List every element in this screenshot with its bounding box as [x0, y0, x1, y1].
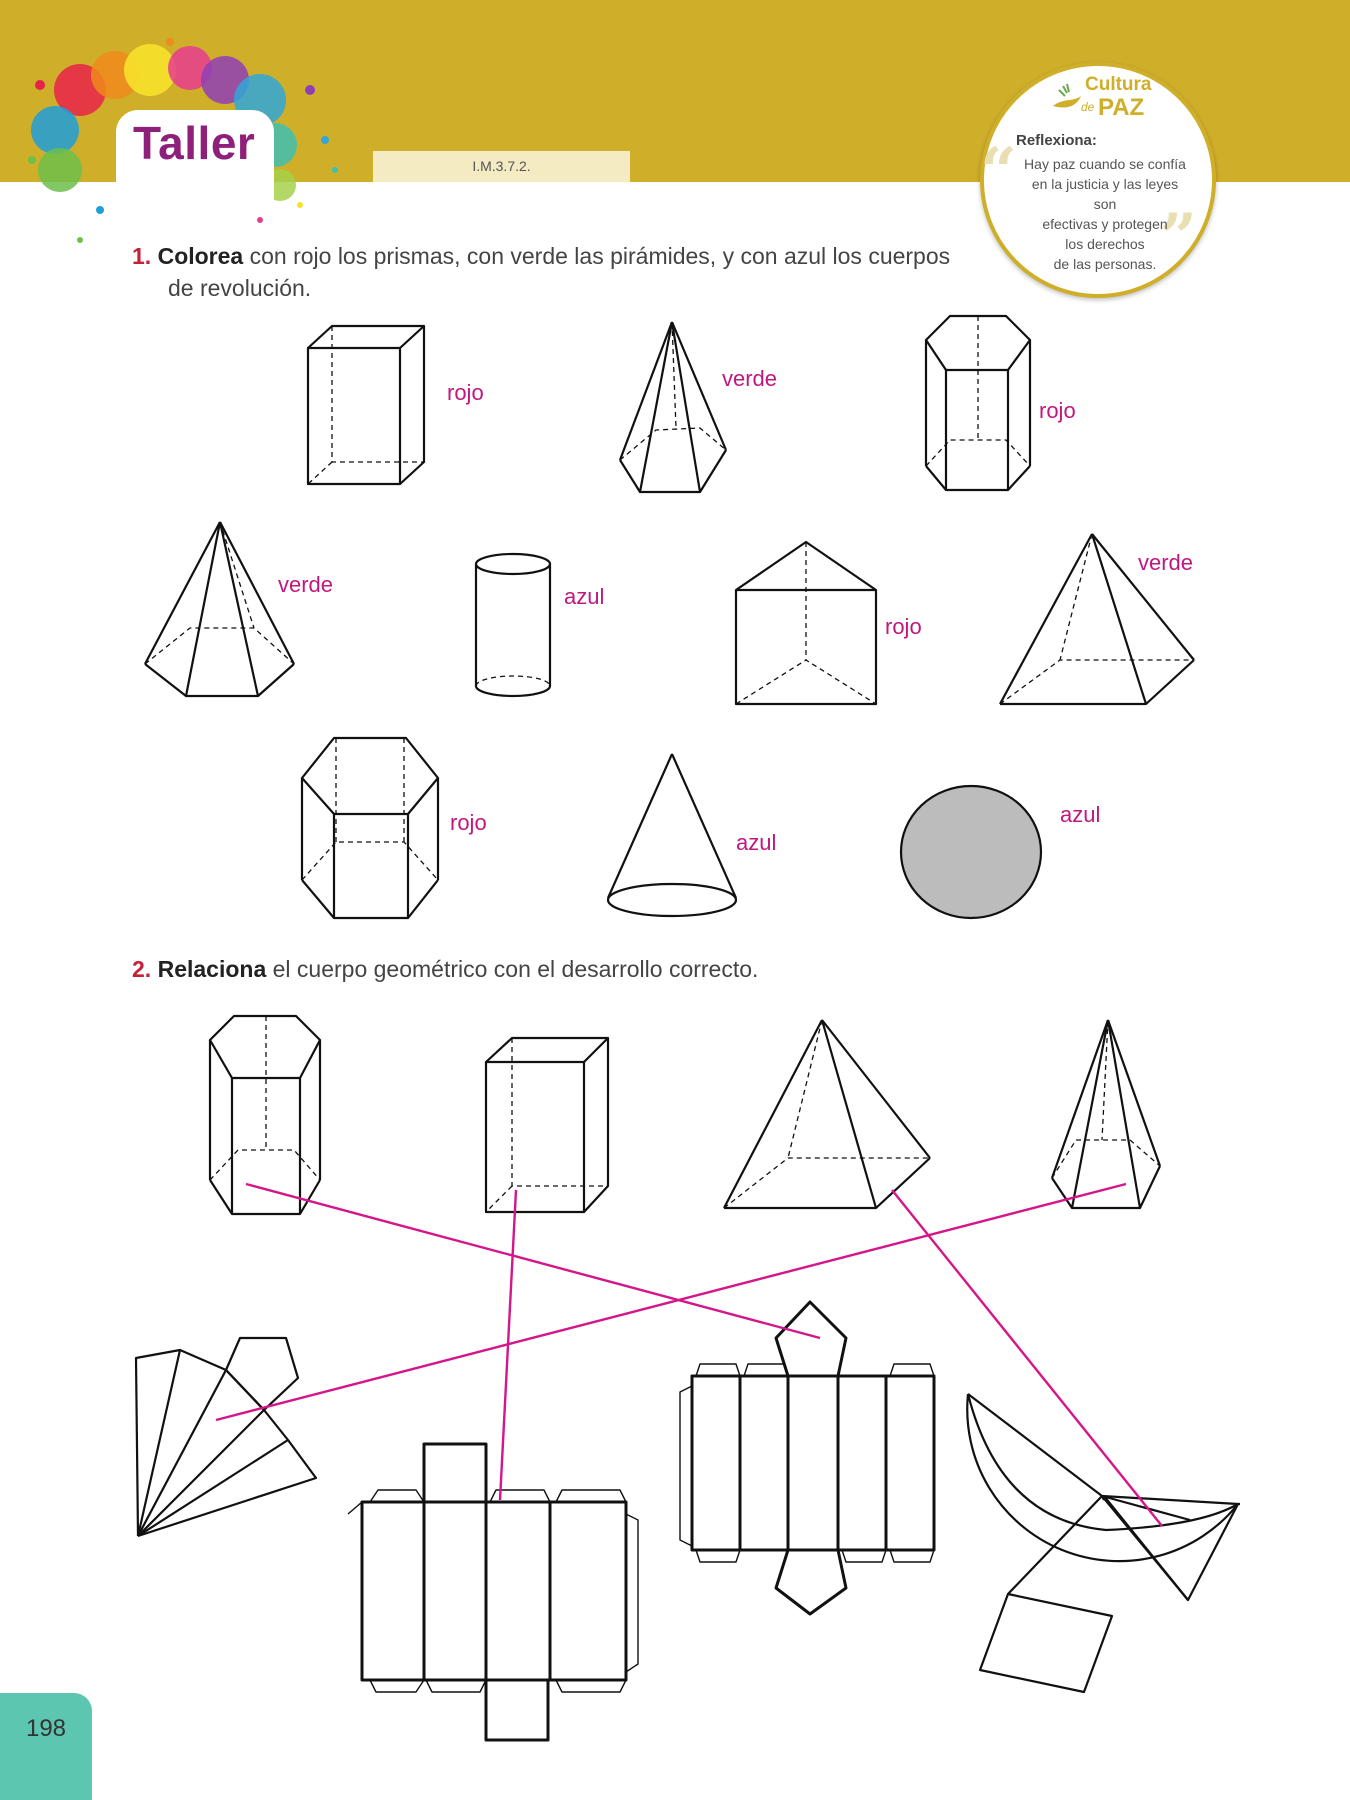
exercise-1-number: 1. [132, 243, 152, 269]
exercise-1-verb: Colorea [157, 243, 244, 269]
square-pyramid-solid [724, 1020, 930, 1208]
cultura-paz-line: Hay paz cuando se confía [1024, 156, 1186, 172]
answer-label: rojo [450, 810, 487, 835]
answer-matching-lines [216, 1184, 1162, 1526]
answer-label: verde [1138, 550, 1194, 575]
cultura-paz-line: efectivas y protegen [1042, 216, 1168, 232]
exercise-2-text: el cuerpo geométrico con el desarrollo correcto. [266, 956, 759, 982]
answer-label: rojo [1039, 398, 1076, 423]
cultura-paz-title-bottom: PAZ [1098, 94, 1145, 121]
pentagonal-prism-figure [926, 316, 1030, 490]
sphere-figure [901, 786, 1041, 918]
cultura-paz-title-top: Cultura [1085, 74, 1152, 95]
page-number-tab [0, 1693, 92, 1800]
pentagonal-prism-net [680, 1302, 934, 1614]
open-quote-icon: “ [980, 134, 1017, 209]
cultura-paz-reflexiona: Reflexiona: [1016, 132, 1097, 149]
cone-figure [608, 754, 736, 916]
answer-label: azul [736, 830, 777, 855]
answer-label: verde [722, 366, 778, 391]
pentagonal-pyramid-figure [620, 322, 726, 492]
skill-code: I.M.3.7.2. [373, 151, 630, 182]
exercise-2-number: 2. [132, 956, 152, 982]
pentagonal-pyramid-net [136, 1338, 316, 1536]
cultura-paz-line: en la justicia y las leyes son [1031, 176, 1179, 212]
close-quote-icon: ” [1160, 200, 1197, 275]
exercise-2-verb: Relaciona [157, 956, 267, 982]
pentagonal-pyramid-solid [1052, 1020, 1160, 1208]
answer-label: rojo [447, 380, 484, 405]
answer-label: azul [1060, 802, 1101, 827]
triangular-prism-figure [736, 542, 876, 704]
exercise-1-text: con rojo los prismas, con verde las pirámides, y con azul los cuerpos [243, 243, 951, 269]
page-number: 198 [25, 1715, 67, 1742]
page-title: Taller [133, 117, 256, 169]
square-pyramid-net [967, 1394, 1240, 1692]
cultura-paz-line: los derechos [1065, 236, 1145, 252]
answer-label: azul [564, 584, 605, 609]
hexagonal-pyramid-figure [145, 522, 294, 696]
rectangular-prism-solid [486, 1038, 608, 1212]
rectangular-prism-figure [308, 326, 424, 484]
exercise-1-text-continued: de revolución. [168, 275, 312, 301]
hexagonal-prism-figure [302, 738, 438, 918]
answer-label: rojo [885, 614, 922, 639]
answer-label: verde [278, 572, 334, 597]
cultura-paz-title-de: de [1081, 100, 1095, 114]
cultura-paz-line: de las personas. [1053, 256, 1157, 272]
pentagonal-prism-solid [210, 1016, 320, 1214]
rectangular-prism-net [348, 1444, 638, 1740]
cylinder-figure [476, 554, 550, 696]
